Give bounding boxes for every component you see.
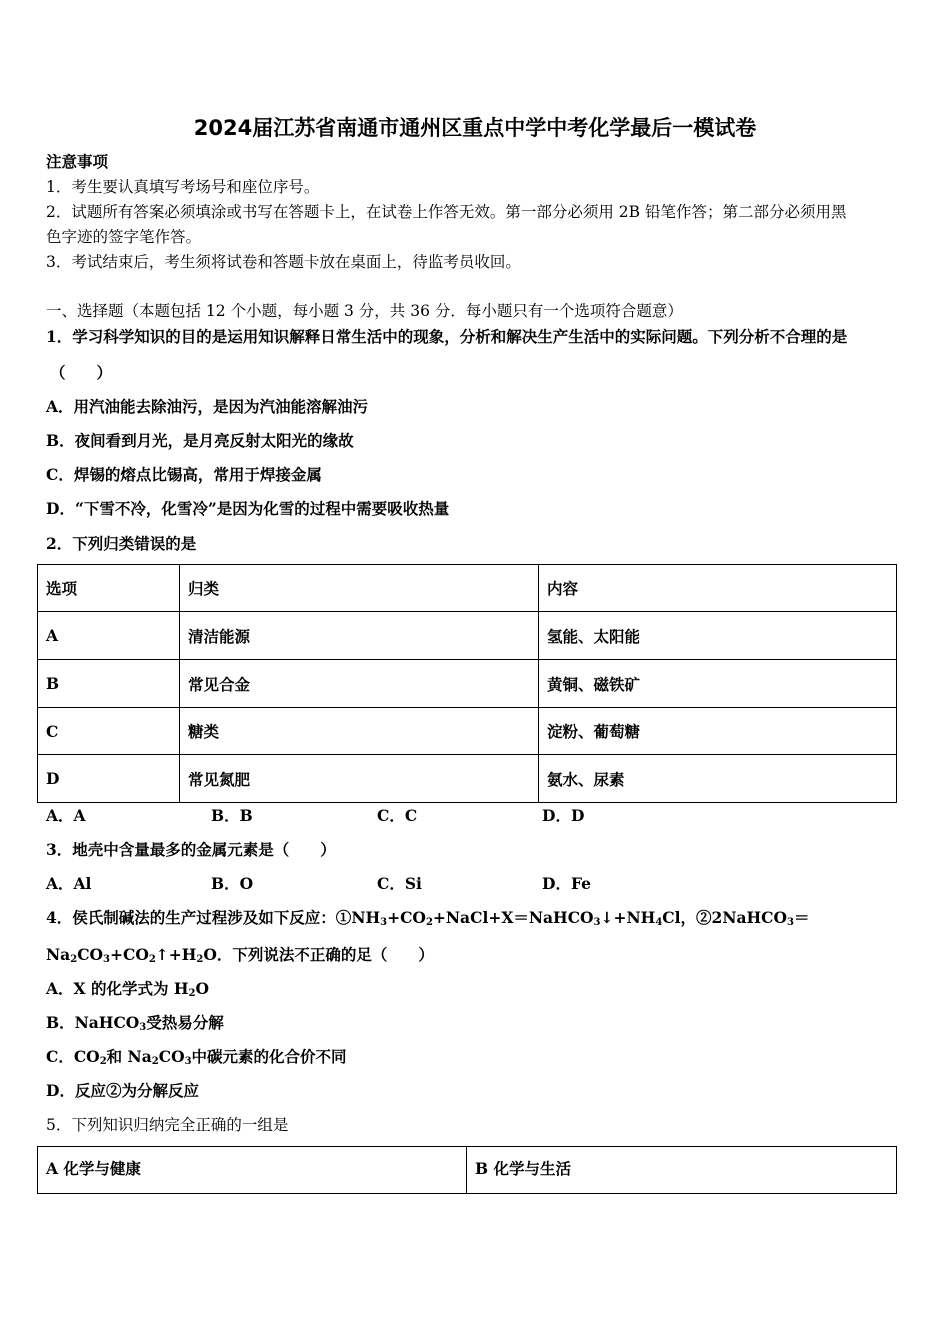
q2-table bbox=[37, 564, 897, 803]
table-row bbox=[38, 1147, 897, 1194]
subscript: 2 bbox=[151, 1056, 159, 1067]
table-cell: 淀粉、葡萄糖 bbox=[539, 708, 897, 755]
q4-na2: Na bbox=[46, 945, 71, 964]
q1-stem: 1．学习科学知识的目的是运用知识解释日常生活中的现象，分析和解决生产生活中的实际问题。下列分析不合理的是 bbox=[46, 327, 848, 346]
q1-option-d: D．“下雪不冷，化雪冷”是因为化雪的过程中需要吸收热量 bbox=[46, 499, 450, 518]
q4-line2-tail: O．下列说法不正确的足（ ） bbox=[203, 945, 434, 964]
q4-eq2-start: 2NaHCO bbox=[711, 908, 788, 927]
q4-eq1-co2: +CO bbox=[387, 908, 426, 927]
subscript: 3 bbox=[103, 954, 110, 965]
q4-eq2-eq: ＝ bbox=[793, 908, 810, 927]
table-cell: 清洁能源 bbox=[180, 612, 539, 660]
q4-eq1-nh3: NH bbox=[351, 908, 381, 927]
q3-stem: 3．地壳中含量最多的金属元素是（ ） bbox=[46, 840, 336, 859]
q2-option-c: C．C bbox=[377, 806, 418, 825]
q4-b-end: 受热易分解 bbox=[146, 1013, 224, 1032]
q1-option-c: C．焊锡的熔点比锡高，常用于焊接金属 bbox=[46, 465, 322, 484]
subscript: 2 bbox=[188, 988, 196, 999]
q4-stem-prefix: 4．侯氏制碱法的生产过程涉及如下反应： bbox=[46, 908, 336, 927]
q3-option-a: A．Al bbox=[46, 874, 92, 893]
table-cell: D bbox=[38, 755, 180, 803]
q4-co3: CO bbox=[77, 945, 104, 964]
q4-eq1-label: ① bbox=[335, 908, 352, 927]
q1-option-a: A．用汽油能去除油污，是因为汽油能溶解油污 bbox=[46, 397, 369, 416]
subscript: 2 bbox=[70, 954, 78, 965]
table-cell: A bbox=[38, 612, 180, 660]
table-cell: 氢能、太阳能 bbox=[539, 612, 897, 660]
q4-c-mid: 和 Na bbox=[106, 1047, 152, 1066]
q2-option-d: D．D bbox=[542, 806, 585, 825]
q4-co2: +CO bbox=[110, 945, 149, 964]
q4-a-text: A．X 的化学式为 H bbox=[46, 979, 189, 998]
q4-eq1-tail: ↓+NH bbox=[600, 908, 656, 927]
q4-option-a bbox=[46, 979, 209, 999]
q3-option-d: D．Fe bbox=[542, 874, 591, 893]
notice-item-2: 2．试题所有答案必须填涂或书写在答题卡上，在试卷上作答无效。第一部分必须用 2B 铅笔作答；第二部分必须用黑 bbox=[46, 203, 847, 221]
section-heading: 一、选择题（本题包括 12 个小题，每小题 3 分，共 36 分．每小题只有一个选项符合题意） bbox=[46, 302, 683, 320]
q4-eq1-end: Cl， bbox=[662, 908, 697, 927]
q4-eq2-label: ② bbox=[696, 908, 712, 927]
table-row bbox=[38, 612, 897, 660]
subscript: 2 bbox=[148, 954, 156, 965]
table-cell: B bbox=[38, 660, 180, 708]
q4-a-end: O bbox=[195, 979, 209, 998]
q4-eq1-mid: +NaCl+X＝NaHCO bbox=[432, 908, 594, 927]
q4-option-c bbox=[46, 1047, 347, 1067]
table-row bbox=[38, 755, 897, 803]
notice-heading: 注意事项 bbox=[46, 152, 109, 171]
table-cell: 常见合金 bbox=[180, 660, 539, 708]
notice-item-2-cont: 色字迹的签字笔作答。 bbox=[46, 228, 202, 246]
table-cell: B 化学与生活 bbox=[467, 1147, 897, 1194]
subscript: 3 bbox=[184, 1056, 192, 1067]
q4-h2o: ↑+H bbox=[155, 945, 197, 964]
q3-option-b: B．O bbox=[211, 874, 254, 893]
q4-option-b bbox=[46, 1013, 224, 1033]
q2-option-a: A．A bbox=[46, 806, 86, 825]
table-header-row bbox=[38, 565, 897, 612]
q4-c-end: 中碳元素的化合价不同 bbox=[191, 1047, 347, 1066]
table-row bbox=[38, 660, 897, 708]
q5-stem: 5．下列知识归纳完全正确的一组是 bbox=[46, 1116, 289, 1134]
notice-item-1: 1．考生要认真填写考场号和座位序号。 bbox=[46, 178, 320, 196]
q4-c-text: C．CO bbox=[46, 1047, 100, 1066]
subscript: 3 bbox=[593, 917, 601, 928]
q2-option-b: B．B bbox=[211, 806, 253, 825]
subscript: 3 bbox=[139, 1022, 147, 1033]
table-cell: 糖类 bbox=[180, 708, 539, 755]
notice-item-3: 3．考试结束后，考生须将试卷和答题卡放在桌面上，待监考员收回。 bbox=[46, 253, 521, 271]
subscript: 2 bbox=[99, 1056, 107, 1067]
table-cell: A 化学与健康 bbox=[38, 1147, 467, 1194]
q2-stem: 2．下列归类错误的是 bbox=[46, 534, 197, 553]
header-cell: 选项 bbox=[38, 565, 180, 612]
header-cell: 内容 bbox=[539, 565, 897, 612]
header-cell: 归类 bbox=[180, 565, 539, 612]
q1-paren: （ ） bbox=[50, 363, 113, 382]
q3-option-c: C．Si bbox=[377, 874, 422, 893]
table-row bbox=[38, 708, 897, 755]
q4-c-mid2: CO bbox=[158, 1047, 185, 1066]
q4-option-d: D．反应②为分解反应 bbox=[46, 1081, 199, 1100]
subscript: 3 bbox=[380, 917, 388, 928]
subscript: 4 bbox=[655, 917, 663, 928]
exam-title: 2024届江苏省南通市通州区重点中学中考化学最后一模试卷 bbox=[193, 116, 757, 140]
subscript: 2 bbox=[425, 917, 433, 928]
q4-stem bbox=[46, 908, 810, 928]
table-cell: 常见氮肥 bbox=[180, 755, 539, 803]
q4-b-text: B．NaHCO bbox=[46, 1013, 140, 1032]
subscript: 2 bbox=[196, 954, 204, 965]
subscript: 3 bbox=[787, 917, 794, 928]
table-cell: 黄铜、磁铁矿 bbox=[539, 660, 897, 708]
q4-stem-line2 bbox=[46, 945, 434, 965]
table-cell: 氨水、尿素 bbox=[539, 755, 897, 803]
q1-option-b: B．夜间看到月光，是月亮反射太阳光的缘故 bbox=[46, 431, 354, 450]
table-cell: C bbox=[38, 708, 180, 755]
q5-table bbox=[37, 1146, 897, 1194]
